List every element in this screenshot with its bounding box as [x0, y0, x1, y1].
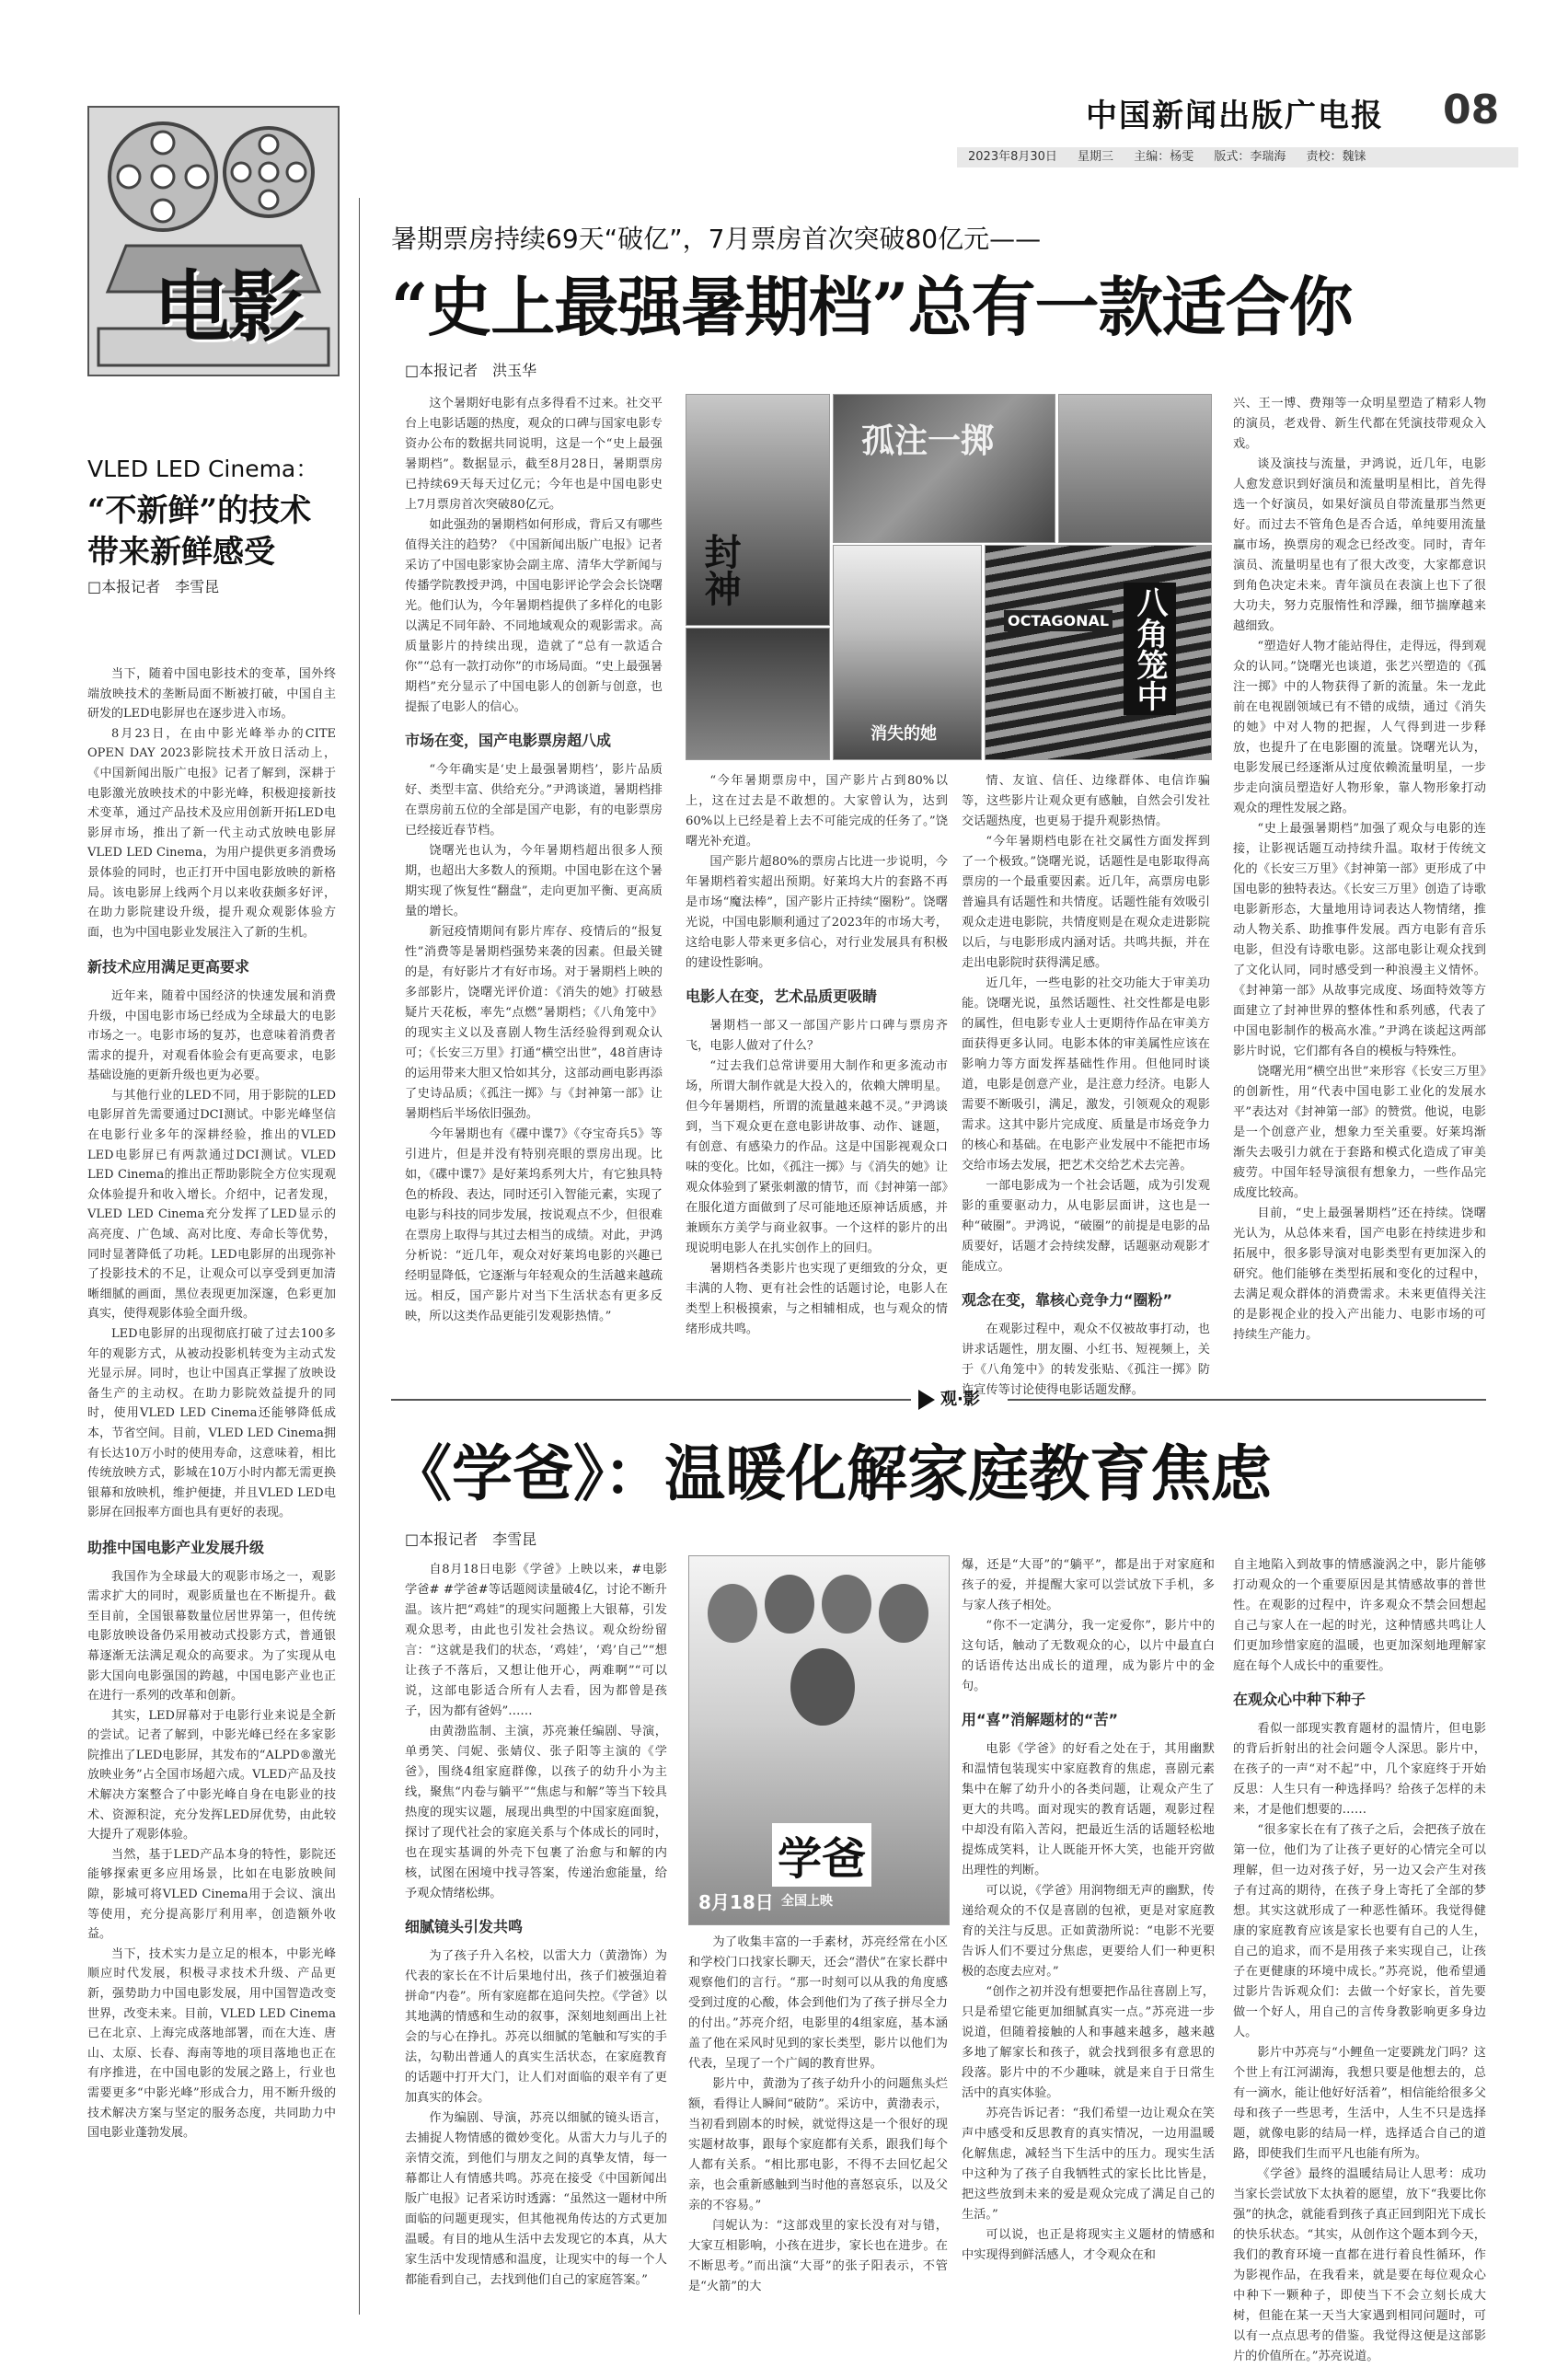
paragraph: 为了孩子升入名校，以雷大力（黄渤饰）为代表的家长在不计后果地付出，孩子们被强迫着拼命“内卷”。所有家庭都在追问失控。《学爸》以其地满的情感和生动的叙事，深刻地刻画出上社会的与心在挣扎。苏亮以细腻的笔触和写实的手法，勾勒出普通人的真实生活状态，在家庭教育的话题中打开大门，让人们对面临的艰辛有了更加真实的体会。: [405, 1949, 667, 2105]
paragraph: 兴、王一博、费翔等一众明星塑造了精彩人物的演员，老戏骨、新生代都在凭演技带观众入戏。: [1233, 397, 1486, 451]
paragraph: “今年暑期档电影在社交属性方面发挥到了一个极致。”饶曙光说，话题性是电影取得高票房的一个最重要因素。近几年，高票房电影普遍具有话题性和共情度。话题性能有效吸引观众走进电影院，共情度则是在观众走进影院以后，与电影形成内涵对话。共鸣共振，并在走出电影院时获得满足感。: [962, 835, 1210, 970]
issue-date: 2023年8月30日: [968, 150, 1057, 164]
main-article-title: “史上最强暑期档”总有一款适合你: [391, 269, 1353, 345]
main-heading-2: 电影人在变，艺术品质更吸睛: [686, 987, 878, 1005]
paragraph: 当下，随着中国电影技术的变革，国外终端放映技术的垄断局面不断被打破，中国自主研发的LED电影屏也在逐步进入市场。: [87, 667, 336, 722]
paragraph: “塑造好人物才能站得住，走得远，得到观众的认同。”饶曙光也谈道，张艺兴塑造的《孤注一掷》中的人物获得了新的流量。朱一龙此前在电视剧领域已有不错的成绩，通过《消失的她》中对人物的把握，人气得到进一步释放，也提升了在电影圈的流量。饶曙光认为，电影发展已经逐渐从过度依赖流量明星，一步步走向演员塑造好人物形象，靠人物形象打动观众的理性发展之路。: [1233, 640, 1486, 815]
lower-article-title: 《学爸》：温暖化解家庭教育焦虑: [391, 1438, 1272, 1509]
paragraph: 由黄渤监制、主演，苏亮兼任编剧、导演，单勇笑、闫妮、张婧仪、张子阳等主演的《学爸》，围绕4组家庭群像，以孩子的幼升小为主线，聚焦“内卷与躺平”“焦虑与和解”等当下较具热度的现实议题，展现出典型的中国家庭面貌，探讨了现代社会的家庭关系与个体成长的同时，也在现实基调的外壳下包裹了治愈与和解的内核，试图在困境中找寻答案，传递治愈能量，给予观众情绪松绑。: [405, 1725, 667, 1900]
main-article-col-1: [405, 394, 663, 1365]
paragraph: 如此强劲的暑期档如何形成，背后又有哪些值得关注的趋势？《中国新闻出版广电报》记者采访了中国电影家协会副主席、清华大学新闻与传播学院教授尹鸿，中国电影评论学会会长饶曙光。他们认为，今年暑期档提供了多样化的电影以满足不同年龄、不同地域观众的观影需求。高质量影片的持续出现，造就了“总有一款适合你”“总有一款打动你”的市场局面。“史上最强暑期档”充分显示了中国电影人的创新与创意，也提振了电影人的信心。: [405, 518, 663, 714]
play-icon: [918, 1390, 935, 1410]
poster-fengshen-lower: [686, 628, 830, 760]
paragraph: 在观影过程中，观众不仅被故事打动，也讲求话题性，朋友圈、小红书、短视频上，关于《八角笼中》的转发张贴、《孤注一掷》防诈宣传等讨论使得电影话题发酵。: [962, 1322, 1210, 1397]
lower-heading-3: 在观众心中种下种子: [1233, 1691, 1366, 1708]
lower-heading-2: 用“喜”消解题材的“苦”: [962, 1711, 1119, 1728]
editor: 主编：杨雯: [1134, 150, 1194, 164]
section-divider-left: [391, 1399, 911, 1401]
poster-text: 八角笼中: [1124, 583, 1176, 715]
side-article-title-1: “不新鲜”的技术: [87, 492, 312, 529]
main-heading-1: 市场在变，国产电影票房超八成: [405, 732, 612, 749]
lower-article-col-2: [688, 1933, 948, 2324]
poster-slogan: 全国上映: [781, 1894, 833, 1909]
paragraph: 电影《学爸》的好看之处在于，其用幽默和温情包装现实中家庭教育的焦虑，喜剧元素集中在解了幼升小的各类问题，让观众产生了更大的共鸣。面对现实的教育话题，观影过程中却没有陷入苦闷，把最近生活的话题轻松地提炼成笑料，让人既能开怀大笑，也能开窍做出理性的判断。: [962, 1742, 1215, 1877]
paragraph: “今年暑期票房中，国产影片占到80%以上，这在过去是不敢想的。大家曾认为，达到60%以上已经是着上去不可能完成的任务了。”饶曙光补充道。: [686, 774, 948, 849]
page-number: 08: [1443, 87, 1500, 133]
paragraph: 自8月18日电影《学爸》上映以来，#电影学爸# #学爸#等话题阅读量破4亿，讨论不断升温。该片把“鸡娃”的现实问题搬上大银幕，引发观众思考，由此也引发社会热议。观众纷纷留言：“这就是我们的状态，‘鸡娃’，‘鸡’自己”“想让孩子不落后，又想让他开心，两难啊”“可以说，这部电影适合所有人去看，因为都曾是孩子，因为都有爸妈”……: [405, 1563, 667, 1718]
paragraph: 我国作为全球最大的观影市场之一，观影需求扩大的同时，观影质量也在不断提升。截至目前，全国银幕数量位居世界第一，但传统电影放映设备仍采用被动式投影方式，普通银幕逐渐无法满足观众的高要求。为了实现从电影大国向电影强国的跨越，中国电影产业也正在进行一系列的改革和创新。: [87, 1569, 336, 1703]
side-article-body: [87, 664, 336, 2312]
poster-guzhuyizhi: [833, 394, 1055, 543]
designer: 版式：李瑞海: [1214, 150, 1286, 164]
poster-text: OCTAGONAL: [1004, 610, 1113, 631]
side-heading-1: 新技术应用满足更高要求: [87, 958, 250, 976]
paragraph: 影片中苏亮与“小鲤鱼一定要跳龙门吗？这个世上有江河湖海，我想只要是他想去的，总有一滴水，能让他好好活着”，相信能给很多父母和孩子一些思考，生活中，人生不只是选择题，就像电影的结局一样，选择适合自己的道路，即使我们生而平凡也能有所为。: [1233, 2046, 1486, 2161]
main-article-subtitle: 暑期票房持续69天“破亿”，7月票房首次突破80亿元——: [391, 224, 1042, 254]
side-article-byline: □本报记者 李雪昆: [87, 578, 220, 595]
paragraph: 今年暑期也有《碟中谍7》《夺宝奇兵5》等引进片，但是并没有特别亮眼的票房出现。比如，《碟中谍7》是好莱坞系列大片，有它独具特色的桥段、表达，同时还引入智能元素，实现了电影与科技的同步发展，按说观点不少，但很难在票房上取得与其过去相当的成绩。对此，尹鸿分析说：“近几年，观众对好莱坞电影的兴趣已经明显降低，它逐渐与年轻观众的生活越来越疏远。相反，国产影片对当下生活状态有更多反映，所以这类作品更能引发观影热情。”: [405, 1127, 663, 1323]
paragraph: 闫妮认为：“这部戏里的家长没有对与错，大家互相影响，小孩在进步，家长也在进步。在不断思考。”而出演“大哥”的张子阳表示，不管是“火箭”的大: [688, 2219, 948, 2293]
poster-title: 学爸: [772, 1823, 871, 1887]
lower-article-col-1: [405, 1560, 667, 2324]
main-article-col-2: [686, 771, 948, 1365]
paragraph: 新冠疫情期间有影片库存、疫情后的“报复性”消费等是暑期档强势来袭的因素。但最关键的是，有好影片才有好市场。对于暑期档上映的多部影片，饶曙光评价道：《消失的她》打破悬疑片天花板，率先“点燃”暑期档；《八角笼中》的现实主义以及喜剧人物生活经验得到观众认可；《长安三万里》打通“横空出世”，48首唐诗的运用带来大胆又恰如其分，这部动画电影再添了史诗品质；《孤注一掷》与《封神第一部》让暑期档后半场依旧强劲。: [405, 925, 663, 1121]
xueba-poster: [688, 1555, 950, 1925]
paragraph: 国产影片超80%的票房占比进一步说明，今年暑期档着实超出预期。好莱坞大片的套路不再是市场“魔法棒”，国产影片正持续“圈粉”。饶曙光说，中国电影顺利通过了2023年的市场大考，这给电影人带来更多信心，对行业发展具有积极的建设性影响。: [686, 855, 948, 970]
paragraph: 8月23日，在由中影光峰举办的CITE OPEN DAY 2023影院技术开放日活动上，《中国新闻出版广电报》记者了解到，深耕于电影激光放映技术的中影光峰，积极迎接新技术变革，通过产品技术及应用创新开拓LED电影屏市场，推出了新一代主动式放映电影屏VLED LED Cinema，为用户提供更多消费场景体验的同时，也正打开中国电影放映的新格局。该电影屏上线两个月以来收获颇多好评，在助力影院建设升级，提升观众观影体验方面，也为中国电影业发展注入了新的生机。: [87, 726, 336, 940]
paragraph: 与其他行业的LED不同，用于影院的LED电影屏首先需要通过DCI测试。中影光峰坚信在电影行业多年的深耕经验，推出的VLED LED电影屏已有两款通过DCI测试。VLED LED Cinema的推出正帮助影院全方位实现观众体验提升和收入增长。介绍中，记者发现，VLED LED Cinema充分发挥了LED显示的高亮度、广色域、高对比度、寿命长等优势，同时显著降低了功耗。LED电影屏的出现弥补了投影技术的不足，让观众可以享受到更加清晰细腻的画面，黑位表现更加深邃，色彩更加真实，使得观影体验全面升级。: [87, 1088, 336, 1322]
column-rule: [359, 198, 360, 2315]
side-article-kicker: VLED LED Cinema：: [87, 456, 319, 482]
paragraph: 《学爸》最终的温暖结局让人思考：成功当家长尝试放下太执着的愿望，放下“我要比你强”的执念，就能看到孩子真正回到阳光下成长的快乐状态。“其实，从创作这个题本到今天，我们的教育环境一直都在进行着良性循环，作为影视作品，在我看来，就是要在每位观众心中种下一颗种子，即使当下不会立刻长成大树，但能在某一天当大家遇到相同问题时，可以有一点点思考的借鉴。我觉得这便是这部影片的价值所在。”苏亮说道。: [1233, 2167, 1486, 2363]
paragraph: 可以说，也正是将现实主义题材的情感和中实现得到鲜活感人，才令观众在和: [962, 2228, 1215, 2262]
poster-date: 8月18日: [698, 1891, 774, 1913]
paragraph: 当然，基于LED产品本身的特性，影院还能够探索更多应用场景，比如在电影放映间隙，影城可将VLED Cinema用于会议、演出等使用，充分提高影厅利用率，创造额外收益。: [87, 1847, 336, 1942]
paragraph: LED电影屏的出现彻底打破了过去100多年的观影方式，从被动投影机转变为主动式发光显示屏。同时，也让中国真正掌握了放映设备生产的主动权。在助力影院效益提升的同时，使用VLED LED Cinema还能够降低成本，节省空间。目前，VLED LED Cinema拥有长达10万小时的使用寿命，这意味着，相比传统放映方式，影城在10万小时内都无需更换银幕和放映机，维护便捷，并且VLED LED电影屏在回报率方面也具有更好的表现。: [87, 1327, 336, 1520]
main-article-byline: □本报记者 洪玉华: [405, 362, 537, 379]
paragraph: 饶曙光也认为，今年暑期档超出很多人预期，也超出大多数人的预期。中国电影在这个暑期实现了恢复性“翻盘”，走向更加平衡、更高质量的增长。: [405, 844, 663, 918]
paper-name: 中国新闻出版广电报: [1086, 98, 1384, 134]
poster-text: 封神: [698, 533, 742, 606]
section-logo: [87, 106, 340, 376]
weekday: 星期三: [1078, 150, 1114, 164]
side-heading-2: 助推中国电影产业发展升级: [87, 1538, 265, 1556]
paragraph: 近年来，随着中国经济的快速发展和消费升级，中国电影市场已经成为全球最大的电影市场之一。电影市场的复苏，也意味着消费者需求的提升，对观看体验会有更高要求，电影基础设施的更新升级也更为必要。: [87, 988, 336, 1083]
paragraph: 爆，还是“大哥”的“躺平”，都是出于对家庭和孩子的爱，并提醒大家可以尝试放下手机，多与家人孩子相处。: [962, 1558, 1215, 1612]
masthead-info-bar: [957, 147, 1518, 167]
paragraph: 近几年，一些电影的社交功能大于审美功能。饶曙光说，虽然话题性、社交性都是电影的属性，但电影专业人士更期待作品在审美方面获得更多认同。电影本体的审美属性应该在影响力等方面发挥基础性作用。但他同时谈道，电影是创意产业，是注意力经济。电影人需要不断吸引，满足，激发，引领观众的观影需求。这其中影片完成度、质量是市场竞争力的核心和基础。在电影产业发展中不能把市场交给市场去发展，把艺术交给艺术去完善。: [962, 976, 1210, 1172]
paragraph: “你不一定满分，我一定爱你”，影片中的这句话，触动了无数观众的心，以片中最直白的话语传达出成长的道理，成为影片中的金句。: [962, 1619, 1215, 1693]
main-heading-3: 观念在变，靠核心竞争力“圈粉”: [962, 1291, 1173, 1309]
paragraph: 这个暑期好电影有点多得看不过来。社交平台上电影话题的热度，观众的口碑与国家电影专资办公布的数据共同说明，这是一个“史上最强暑期档”。数据显示，截至8月28日，暑期票房已持续69天每天过亿元；今年也是中国电影史上7月票房首次突破80亿元。: [405, 397, 663, 512]
paragraph: 可以说，《学爸》用润物细无声的幽默，传递给观众的不仅是喜剧的包袱，更是对家庭教育的关注与反思。正如黄渤所说：“电影不光要告诉人们不要过分焦虑，更要给人们一种更积极的态度去应对。”: [962, 1884, 1215, 1979]
main-article-col-4: [1233, 394, 1486, 1365]
paragraph: “创作之初并没有想要把作品往喜剧上写，只是希望它能更加细腻真实一点。”苏亮进一步说道，但随着接触的人和事越来越多，越来越多地了解家长和孩子，就会找到很多有意思的段落。影片中的不少趣味，就是来自于日常生活中的真实体验。: [962, 1985, 1215, 2100]
paragraph: 目前，“史上最强暑期档”还在持续。饶曙光认为，从总体来看，国产电影在持续进步和拓展中，很多影导演对电影类型有更加深入的研究。他们能够在类型拓展和变化的过程中，去满足观众群体的消费需求。未来更值得关注的是影视企业的投入产出能力、电影市场的可持续生产能力。: [1233, 1207, 1486, 1342]
poster-fengshen: [686, 394, 830, 626]
poster-text: 消失的她: [870, 724, 937, 744]
paragraph: “过去我们总常讲要用大制作和更多流动市场，所谓大制作就是大投入的，依赖大牌明星。但今年暑期档，所谓的流量越来越不灵。”尹鸿谈到，当下观众更在意电影讲故事、动作、谜题，有创意、有感染力的作品。这是中国影视观众口味的变化。比如，《孤注一掷》与《消失的她》让观众体验到了紧张刺激的情节，而《封神第一部》在服化道方面做到了尽可能地还原神话质感，并兼顾东方美学与商业叙事。一个这样的影片的出现说明电影人在扎实创作上的回归。: [686, 1059, 948, 1255]
paragraph: 饶曙光用“横空出世”来形容《长安三万里》的创新性，用“代表中国电影工业化的发展水平”表达对《封神第一部》的赞赏。他说，电影是一个创意产业，想象力至关重要。好莱坞渐渐失去吸引力就在于套路和模式化造成了审美疲劳。中国年轻导演很有想象力，一些作品完成度比较高。: [1233, 1065, 1486, 1200]
paragraph: 暑期档各类影片也实现了更细致的分众，更丰满的人物、更有社会性的话题讨论，电影人在类型上积极摸索，与之相辅相成，也与观众的情绪形成共鸣。: [686, 1262, 948, 1336]
proofreader: 责校：魏铼: [1306, 150, 1366, 164]
paragraph: 苏亮告诉记者：“我们希望一边让观众在笑声中感受和反思教育的真实情况，一边用温暖化解焦虑，减轻当下生活中的压力。现实生活中这种为了孩子自我牺牲式的家长比比皆是，把这些放到未来的爱是观众完成了满足自己的生活。”: [962, 2107, 1215, 2222]
main-article-col-3: [962, 771, 1210, 1397]
section-divider-label: [918, 1386, 980, 1412]
divider-text: 观·影: [940, 1390, 980, 1409]
section-divider-right: [1008, 1399, 1486, 1401]
paragraph: 其实，LED屏幕对于电影行业来说是全新的尝试。记者了解到，中影光峰已经在多家影院推出了LED电影屏，其发布的“ALPD®激光放映业务”占全国市场超六成。VLED产品及技术解决方案整合了中影光峰自身在电影业的技术、资源积淀，充分发挥LED屏优势，由此较大提升了观影体验。: [87, 1708, 336, 1842]
paragraph: “史上最强暑期档”加强了观众与电影的连接，让影视话题互动持续升温。取材于传统文化的《长安三万里》《封神第一部》更形成了中国电影的独特表达。《长安三万里》创造了诗歌电影新形态，大量地用诗词表达人物情绪，推动人物关系、助推事件发展。西方电影有音乐电影，但没有诗歌电影。这部电影让观众找到了文化认同，同时感受到一种浪漫主义情怀。《封神第一部》从故事完成度、场面特效等方面建立了封神世界的整体性和系列感，代表了中国电影制作的极高水准。”尹鸿在谈起这两部影片时说，它们都有各自的模板与特殊性。: [1233, 822, 1486, 1058]
paragraph: 一部电影成为一个社会话题，成为引发观影的重要驱动力，从电影层面讲，这也是一种“破圈”。尹鸿说，“破圈”的前提是电影的品质要好，话题才会持续发酵，话题驱动观影才能成立。: [962, 1179, 1210, 1274]
poster-octagonal: [985, 545, 1212, 760]
side-article-title-2: 带来新鲜感受: [87, 534, 275, 571]
lower-article-byline: □本报记者 李雪昆: [405, 1530, 537, 1548]
paragraph: “今年确实是‘史上最强暑期档’，影片品质好、类型丰富、供给充分。”尹鸿谈道，暑期档排在票房前五位的全部是国产电影，有的电影票房已经接近春节档。: [405, 763, 663, 837]
paragraph: 看似一部现实教育题材的温情片，但电影的背后折射出的社会问题令人深思。影片中，在孩子的一声“对不起”中，几个家庭终于开始反思：人生只有一种选择吗？给孩子怎样的未来，才是他们想要的……: [1233, 1722, 1486, 1817]
masthead: [968, 87, 1528, 173]
poster-xiaoshide-ta: [833, 545, 982, 760]
paragraph: 情、友谊、信任、边缘群体、电信诈骗等，这些影片让观众更有感触，自然会引发社交话题热度，也更易于提升观影热情。: [962, 774, 1210, 828]
paragraph: 暑期档一部又一部国产影片口碑与票房齐飞，电影人做对了什么？: [686, 1019, 948, 1053]
paragraph: 影片中，黄渤为了孩子幼升小的问题焦头烂额，看得让人瞬间“破防”。采访中，黄渤表示，当初看到剧本的时候，就觉得这是一个很好的现实题材故事，跟每个家庭都有关系，跟我们每个人都有关系。“相比那电影，不得不去回忆起父亲，也会重新感触到当时他的喜怒哀乐，以及父亲的不容易。”: [688, 2077, 948, 2212]
paragraph: 当下，技术实力是立足的根本，中影光峰顺应时代发展，积极寻求技术升级、产品更新，强势助力中国电影发展，用中国智造改变世界，改变未来。目前，VLED LED Cinema已在北京、上海完成落地部署，而在大连、唐山、太原、长春、海南等地的项目落地也正在有序推进，在中国电影的发展之路上，行业也需要更多“中影光峰”形成合力，用不断升级的技术解决方案与坚定的服务态度，共同助力中国电影业蓬勃发展。: [87, 1946, 336, 2141]
paragraph: 自主地陷入到故事的情感漩涡之中，影片能够打动观众的一个重要原因是其情感故事的普世性。在观影的过程中，许多观众不禁会回想起自己与家人在一起的时光，这种情感共鸣让人们更加珍惜家庭的温暖，也更加深刻地理解家庭在每个人成长中的重要性。: [1233, 1558, 1486, 1673]
lower-article-col-3: [962, 1555, 1215, 2324]
paragraph: 为了收集丰富的一手素材，苏亮经常在小区和学校门口找家长聊天，还会“潜伏”在家长群中观察他们的言行。“那一时刻可以从我的角度感受到过度的心酸，体会到他们为了孩子拼尽全力的付出。”苏亮介绍，电影里的4组家庭，基本涵盖了他在采风时见到的家长类型，影片以他们为代表，呈现了一个广阔的教育世界。: [688, 1935, 948, 2071]
poster-mission-impossible: [1058, 394, 1212, 543]
poster-text: 孤注一掷: [861, 422, 995, 460]
paragraph: “很多家长在有了孩子之后，会把孩子放在第一位，他们为了让孩子更好的心情完全可以理解，但一边对孩子好，另一边又会产生对孩子有过高的期待，在孩子身上寄托了全部的梦想。其实这就形成了一种恶性循环。我觉得健康的家庭教育应该是家长也要有自己的人生，自己的追求，而不是用孩子来实现自己，让孩子在更健康的环境中成长。”苏亮说，他希望通过影片告诉观众们：去做一个好家长，首先要做一个好人，用自己的言传身教影响更多身边人。: [1233, 1823, 1486, 2039]
paragraph: 谈及演技与流量，尹鸿说，近几年，电影人愈发意识到好演员和流量明星相比，首先得选一个好演员，如果好演员自带流量那当然更好。而过去不管角色是否合适，单纯要用流量赢市场，换票房的观念已经改变。同时，青年演员、流量明星也有了很大改变，大家都意识到角色决定未来。青年演员在表演上也下了很大功夫，努力克服惰性和浮躁，细节揣摩越来越细致。: [1233, 457, 1486, 633]
lower-heading-1: 细腻镜头引发共鸣: [405, 1918, 524, 1935]
section-logo-label: 电影: [154, 261, 302, 352]
poster-faces: [708, 1575, 928, 1722]
lower-article-col-4: [1233, 1555, 1486, 2363]
paragraph: 作为编剧、导演，苏亮以细腻的镜头语言，去捕捉人物情感的微妙变化。从雷大力与儿子的亲情交流，到他们与朋友之间的真挚友情，每一幕都让人有情感共鸣。苏亮在接受《中国新闻出版广电报》记者采访时透露：“虽然这一题材中所面临的问题更现实，但其他视角传达的方式更加温暖。有目的地从生活中去发现它的本真，从大家生活中发现情感和温度，让现实中的每一个人都能看到自己，去找到他们自己的家庭答案。”: [405, 2111, 667, 2287]
